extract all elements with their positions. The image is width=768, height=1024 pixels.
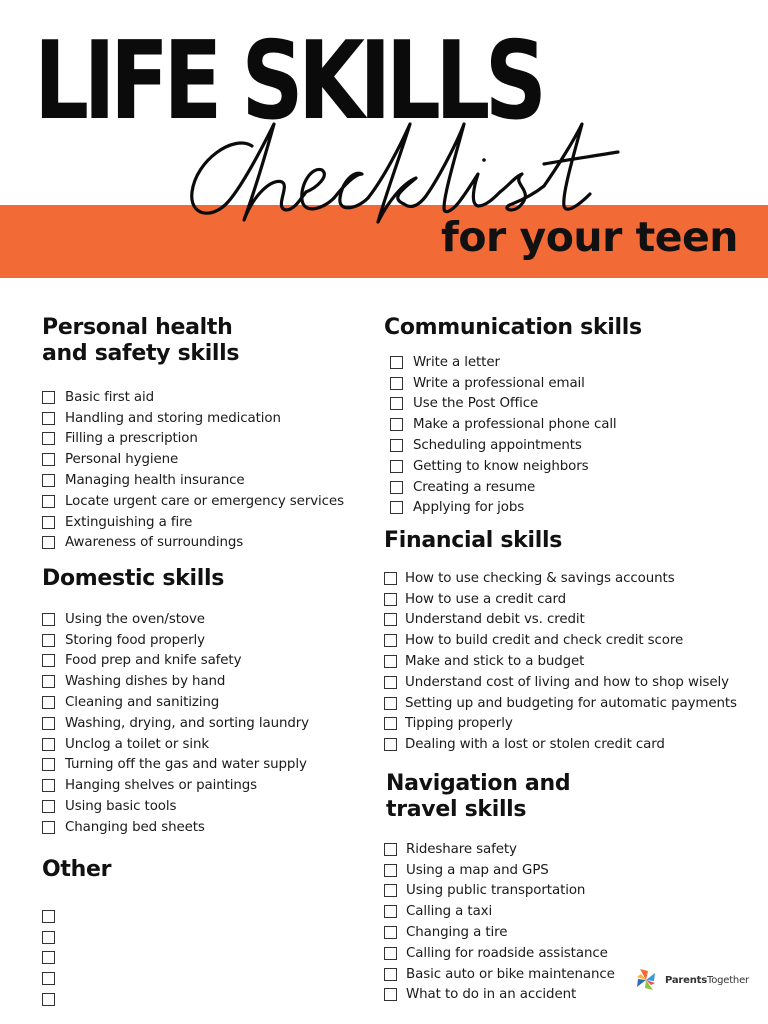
item-label: Using public transportation (406, 883, 586, 899)
checkbox[interactable] (42, 391, 55, 404)
item-label: Storing food properly (65, 632, 205, 648)
checkbox[interactable] (384, 593, 397, 606)
item-label: Rideshare safety (406, 841, 517, 857)
heading-line: Personal health (42, 315, 233, 340)
checklist-item (384, 630, 737, 651)
item-label: Scheduling appointments (413, 438, 582, 454)
section-heading: Other (42, 857, 112, 882)
checkbox[interactable] (384, 613, 397, 626)
checkbox[interactable] (384, 905, 397, 918)
checkbox[interactable] (42, 972, 55, 985)
checklist-item (42, 817, 309, 838)
checklist (384, 352, 642, 518)
item-label: Applying for jobs (413, 500, 525, 516)
section-heading: Financial skills (384, 528, 563, 553)
item-label: Food prep and knife safety (65, 653, 242, 669)
checkbox[interactable] (390, 439, 403, 452)
checkbox[interactable] (42, 910, 55, 923)
item-label: Personal hygiene (65, 452, 179, 468)
logo-word-together: Together (706, 974, 749, 986)
checkbox[interactable] (42, 951, 55, 964)
checkbox[interactable] (42, 675, 55, 688)
item-label: How to build credit and check credit score (405, 633, 684, 649)
item-label: Unclog a toilet or sink (65, 736, 210, 752)
checklist (42, 906, 111, 1010)
checkbox[interactable] (384, 884, 397, 897)
item-label: Getting to know neighbors (413, 458, 589, 474)
checklist-item (42, 692, 309, 713)
checklist-item (42, 491, 344, 512)
checklist-item (42, 775, 309, 796)
checklist (42, 387, 344, 553)
checklist-item (42, 609, 309, 630)
item-label: Changing bed sheets (65, 819, 205, 835)
item-label: Using the oven/stove (65, 611, 205, 627)
item-label: Turning off the gas and water supply (65, 757, 307, 773)
section-heading: Communication skills (384, 315, 642, 340)
checklist-item (42, 671, 309, 692)
checklist-item (386, 922, 615, 943)
checklist-item (42, 713, 309, 734)
parents-together-logo (631, 965, 749, 995)
checkbox[interactable] (384, 572, 397, 585)
item-label: Using a map and GPS (406, 862, 549, 878)
item-label: Basic auto or bike maintenance (406, 966, 615, 982)
item-label: Understand debit vs. credit (405, 612, 585, 628)
checkbox[interactable] (390, 377, 403, 390)
item-label: How to use a credit card (405, 591, 567, 607)
checklist-item (384, 414, 642, 435)
heading-line: Navigation and (386, 771, 571, 796)
checklist-item (384, 498, 642, 519)
checkbox[interactable] (42, 536, 55, 549)
item-label: Hanging shelves or paintings (65, 778, 258, 794)
pinwheel-logo-icon (631, 965, 661, 995)
item-label: Tipping properly (405, 716, 513, 732)
item-label: Washing, drying, and sorting laundry (65, 715, 309, 731)
checklist-item (384, 477, 642, 498)
checklist-item (42, 927, 111, 948)
checklist-item (384, 589, 737, 610)
checkbox[interactable] (42, 474, 55, 487)
checkbox[interactable] (384, 968, 397, 981)
checkbox[interactable] (42, 993, 55, 1006)
checkbox[interactable] (384, 947, 397, 960)
item-label: Filling a prescription (65, 431, 198, 447)
item-label: Handling and storing medication (65, 410, 281, 426)
checkbox[interactable] (390, 418, 403, 431)
checkbox[interactable] (42, 931, 55, 944)
section-navigation-travel (386, 771, 615, 1005)
checkbox[interactable] (42, 634, 55, 647)
checklist-item (386, 860, 615, 881)
item-label: Calling for roadside assistance (406, 945, 608, 961)
checklist-item (386, 839, 615, 860)
checkbox[interactable] (390, 501, 403, 514)
checklist-script-lettering (182, 120, 622, 245)
heading-line: and safety skills (42, 341, 240, 366)
logo-word-parents: Parents (665, 974, 707, 986)
item-label: Washing dishes by hand (65, 674, 226, 690)
item-label: Write a professional email (413, 375, 585, 391)
checklist-item (42, 533, 344, 554)
checklist-item (384, 610, 737, 631)
checkbox[interactable] (390, 397, 403, 410)
checklist-item (42, 651, 309, 672)
checklist (386, 839, 615, 1005)
checkbox[interactable] (384, 738, 397, 751)
checkbox[interactable] (384, 676, 397, 689)
item-label: Cleaning and sanitizing (65, 695, 220, 711)
checklist-item (42, 449, 344, 470)
checklist-item (384, 651, 737, 672)
checklist (384, 568, 737, 755)
checklist-item (42, 755, 309, 776)
checkbox[interactable] (42, 613, 55, 626)
checklist-item (384, 435, 642, 456)
checklist (42, 609, 309, 838)
checklist-item (42, 408, 344, 429)
item-label: How to use checking & savings accounts (405, 570, 675, 586)
checklist-item (42, 796, 309, 817)
checkbox[interactable] (384, 655, 397, 668)
checklist-item (384, 568, 737, 589)
banner-subtitle: for your teen (441, 213, 738, 261)
checkbox[interactable] (384, 988, 397, 1001)
checkbox[interactable] (42, 453, 55, 466)
checkbox[interactable] (42, 717, 55, 730)
checkbox[interactable] (42, 779, 55, 792)
checkbox[interactable] (42, 696, 55, 709)
item-label: Extinguishing a fire (65, 514, 193, 530)
checklist-item (42, 989, 111, 1010)
checkbox[interactable] (42, 800, 55, 813)
item-label: Dealing with a lost or stolen credit card (405, 737, 665, 753)
checkbox[interactable] (42, 495, 55, 508)
item-label: Creating a resume (413, 479, 536, 495)
checkbox[interactable] (384, 717, 397, 730)
item-label: Calling a taxi (406, 904, 493, 920)
checklist-item (384, 352, 642, 373)
checklist-item (42, 512, 344, 533)
section-heading: Domestic skills (42, 566, 225, 591)
section-financial (384, 528, 737, 755)
section-personal-health (42, 315, 344, 553)
checklist-item (386, 943, 615, 964)
section-heading (386, 771, 615, 823)
checklist-item (384, 456, 642, 477)
item-label: What to do in an accident (406, 987, 577, 1003)
checklist-item (384, 734, 737, 755)
section-other (42, 857, 111, 1010)
checklist-item (42, 429, 344, 450)
checklist-item (386, 964, 615, 985)
checklist-item (42, 948, 111, 969)
item-label: Locate urgent care or emergency services (65, 493, 344, 509)
checkbox[interactable] (384, 864, 397, 877)
item-label: Use the Post Office (413, 396, 539, 412)
item-label: Understand cost of living and how to shop wisely (405, 674, 729, 690)
section-domestic (42, 566, 309, 838)
item-label: Managing health insurance (65, 473, 245, 489)
checkbox[interactable] (390, 460, 403, 473)
checkbox[interactable] (390, 481, 403, 494)
section-communication (384, 315, 642, 518)
checklist-item (384, 373, 642, 394)
checkbox[interactable] (384, 843, 397, 856)
item-label: Make a professional phone call (413, 417, 617, 433)
checklist-item (42, 630, 309, 651)
checkbox[interactable] (42, 821, 55, 834)
item-label: Using basic tools (65, 799, 177, 815)
checklist-item (386, 881, 615, 902)
item-label: Awareness of surroundings (65, 535, 244, 551)
checklist-item (386, 985, 615, 1006)
checklist-item (42, 906, 111, 927)
checkbox[interactable] (42, 412, 55, 425)
checkbox[interactable] (384, 697, 397, 710)
checklist-item (42, 968, 111, 989)
checkbox[interactable] (42, 654, 55, 667)
checkbox[interactable] (42, 516, 55, 529)
checklist-item (42, 734, 309, 755)
item-label: Make and stick to a budget (405, 654, 585, 670)
checkbox[interactable] (42, 758, 55, 771)
checklist-item (42, 387, 344, 408)
item-label: Write a letter (413, 354, 500, 370)
checkbox[interactable] (42, 432, 55, 445)
item-label: Changing a tire (406, 925, 508, 941)
page-title: LIFE SKILLS (34, 19, 542, 144)
checklist-item (384, 693, 737, 714)
checklist-item (384, 714, 737, 735)
checklist-item (384, 672, 737, 693)
heading-line: travel skills (386, 797, 527, 822)
logo-wordmark (665, 975, 749, 986)
checkbox[interactable] (42, 738, 55, 751)
checkbox[interactable] (384, 634, 397, 647)
section-heading (42, 315, 344, 367)
item-label: Setting up and budgeting for automatic payments (405, 695, 737, 711)
checklist-item (386, 901, 615, 922)
item-label: Basic first aid (65, 389, 155, 405)
checkbox[interactable] (390, 356, 403, 369)
checkbox[interactable] (384, 926, 397, 939)
checklist-item (42, 470, 344, 491)
checklist-item (384, 394, 642, 415)
